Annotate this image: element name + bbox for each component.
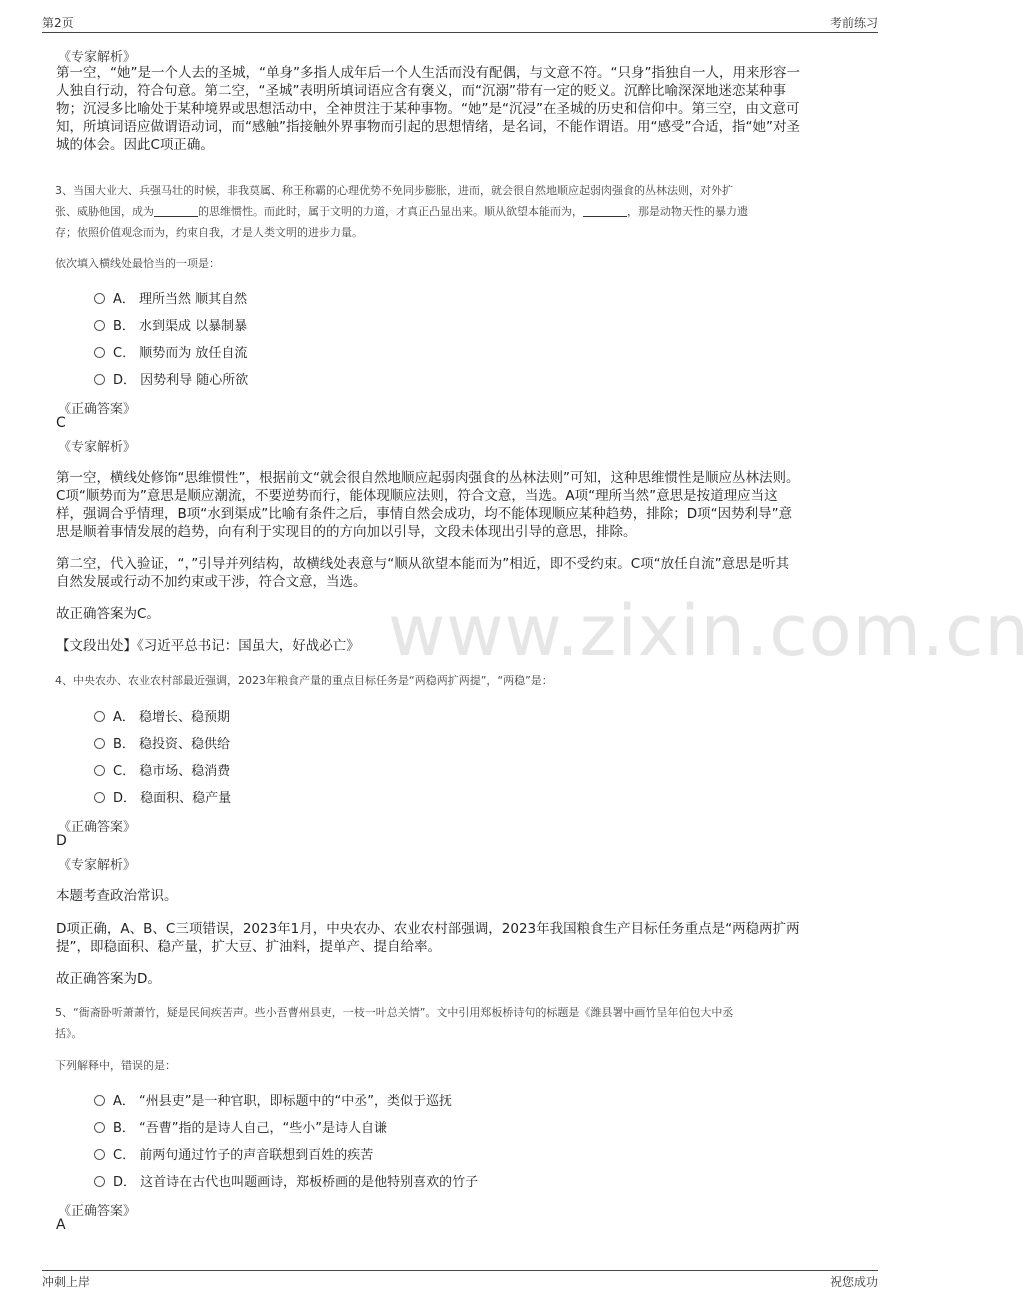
radio-icon [94, 1149, 105, 1160]
text-line: 存；依照价值观念而为，约束自我，才是人类文明的进步力量。 [55, 226, 363, 239]
radio-icon [94, 1095, 105, 1106]
text-line: 样，强调合乎情理，B项“水到渠成”比喻有条件之后，事情自然会成功，均不能体现顺应某种趋势，排除；D项“因势利导”意 [56, 506, 793, 522]
text-line: 张、威胁他国，成为 的思维惯性。而此时，属于文明的力道，才真正凸显出来。顺从欲望本能而为， ，那是动物天性的暴力遗 [55, 205, 748, 218]
answer-value: A [56, 1217, 66, 1233]
radio-icon [94, 374, 105, 385]
text-line: 5、“衙斋卧听萧萧竹，疑是民间疾苦声。些小吾曹州县吏，一枝一叶总关情”。文中引用郑板桥诗句的标题是《潍县署中画竹呈年伯包大中丞 [55, 1006, 734, 1019]
question-4-text: 4、中央农办、农业农村部最近强调，2023年粮食产量的重点目标任务是“两稳两扩两提”，“两稳”是： [55, 674, 553, 687]
expert-analysis-text [56, 64, 800, 154]
footer-left: 冲刺上岸 [42, 1275, 91, 1289]
option-a[interactable]: A． 稳增长、稳预期 [94, 706, 230, 725]
text-line: 第一空，“她”是一个人去的圣城，“单身”多指人成年后一个人生活而没有配偶，与文意不符。“只身”指独自一人，用来形容一 [56, 65, 800, 81]
radio-icon [94, 1176, 105, 1187]
text-line: 自然发展或行动不加约束或干涉，符合文意，当选。 [56, 574, 367, 590]
text-line: 物；沉浸多比喻处于某种境界或思想活动中，全神贯注于某种事物。“她”是“沉浸”在圣城的历史和信仰中。第三空，由文意可 [56, 101, 800, 117]
page-number: 第2页 [42, 16, 74, 30]
analysis-intro: 本题考查政治常识。 [56, 888, 178, 904]
text-line: D项正确，A、B、C三项错误，2023年1月，中央农办、农业农村部强调，2023年我国粮食生产目标任务重点是“两稳两扩两 [56, 921, 800, 937]
radio-icon [94, 293, 105, 304]
analysis-paragraph-1 [56, 469, 799, 541]
option-c[interactable]: C． 顺势而为 放任自流 [94, 342, 247, 361]
footer-divider [42, 1270, 878, 1271]
text-line: 人独自行动，符合句意。第二空，“圣城”表明所填词语应含有褒义，而“沉溺”带有一定的贬义。沉醉比喻深深地迷恋某种事 [56, 83, 786, 99]
question-5-text [55, 1002, 733, 1044]
option-b[interactable]: B． 稳投资、稳供给 [94, 733, 230, 752]
option-b[interactable]: B． “吾曹”指的是诗人自己，“些小”是诗人自谦 [94, 1117, 387, 1136]
expert-analysis-label: 《专家解析》 [58, 440, 137, 455]
text-line: C项“顺势而为”意思是顺应潮流，不要逆势而行，能体现顺应法则，符合文意，当选。A项“理所当然”意思是按道理应当这 [56, 488, 778, 504]
text-line: 第二空，代入验证，“，”引导并列结构，故横线处表意与“顺从欲望本能而为”相近，即不受约束。C项“放任自流”意思是听其 [56, 556, 790, 572]
answer-value: D [56, 833, 67, 849]
radio-icon [94, 738, 105, 749]
radio-icon [94, 320, 105, 331]
watermark: www.zixin.com.cn [388, 590, 1030, 672]
text-line: 城的体会。因此C项正确。 [56, 137, 214, 153]
option-a[interactable]: A． 理所当然 顺其自然 [94, 288, 247, 307]
source-note: 【文段出处】《习近平总书记：国虽大，好战必亡》 [56, 638, 360, 654]
text-line: 3、当国大业大、兵强马壮的时候，非我莫属、称王称霸的心理优势不免同步膨胀，进而，就会很自然地顺应起弱肉强食的丛林法则，对外扩 [55, 184, 733, 197]
answer-label: 《正确答案》 [58, 1204, 137, 1219]
expert-analysis-label: 《专家解析》 [58, 858, 137, 873]
question-3-prompt: 依次填入横线处最恰当的一项是： [55, 257, 220, 270]
conclusion: 故正确答案为C。 [56, 606, 160, 622]
option-d[interactable]: D． 稳面积、稳产量 [94, 787, 231, 806]
header-title: 考前练习 [829, 16, 878, 30]
analysis-paragraph [56, 920, 800, 956]
expert-analysis-label: 《专家解析》 [58, 50, 137, 65]
fill-blank[interactable] [583, 204, 627, 217]
option-a[interactable]: A． “州县吏”是一种官职，即标题中的“中丞”，类似于巡抚 [94, 1090, 452, 1109]
option-d[interactable]: D． 这首诗在古代也叫题画诗，郑板桥画的是他特别喜欢的竹子 [94, 1171, 478, 1190]
text-line: 提”，即稳面积、稳产量，扩大豆、扩油料，提单产、提自给率。 [56, 939, 441, 955]
text-line: 思是顺着事情发展的趋势，向有利于实现目的的方向加以引导，文段未体现出引导的意思，排除。 [56, 524, 637, 540]
footer-right: 祝您成功 [829, 1275, 878, 1289]
conclusion: 故正确答案为D。 [56, 971, 161, 987]
fill-blank[interactable] [154, 204, 198, 217]
question-3-text [55, 180, 748, 243]
radio-icon [94, 711, 105, 722]
text-line: 知，所填词语应做谓语动词，而“感触”指接触外界事物而引起的思想情绪，是名词，不能作谓语。用“感受”合适，指“她”对圣 [56, 119, 800, 135]
option-c[interactable]: C． 稳市场、稳消费 [94, 760, 230, 779]
option-c[interactable]: C． 前两句通过竹子的声音联想到百姓的疾苦 [94, 1144, 373, 1163]
option-b[interactable]: B． 水到渠成 以暴制暴 [94, 315, 247, 334]
radio-icon [94, 347, 105, 358]
answer-label: 《正确答案》 [58, 820, 137, 835]
radio-icon [94, 765, 105, 776]
text-line: 括》。 [55, 1027, 83, 1040]
analysis-paragraph-2 [56, 555, 789, 591]
header-divider [42, 32, 878, 33]
question-5-prompt: 下列解释中，错误的是： [55, 1059, 176, 1072]
text-line: 第一空，横线处修饰“思维惯性”，根据前文“就会很自然地顺应起弱肉强食的丛林法则”可知，这种思维惯性是顺应丛林法则。 [56, 470, 800, 486]
answer-label: 《正确答案》 [58, 402, 137, 417]
option-d[interactable]: D． 因势利导 随心所欲 [94, 369, 248, 388]
answer-value: C [56, 415, 66, 431]
radio-icon [94, 792, 105, 803]
radio-icon [94, 1122, 105, 1133]
